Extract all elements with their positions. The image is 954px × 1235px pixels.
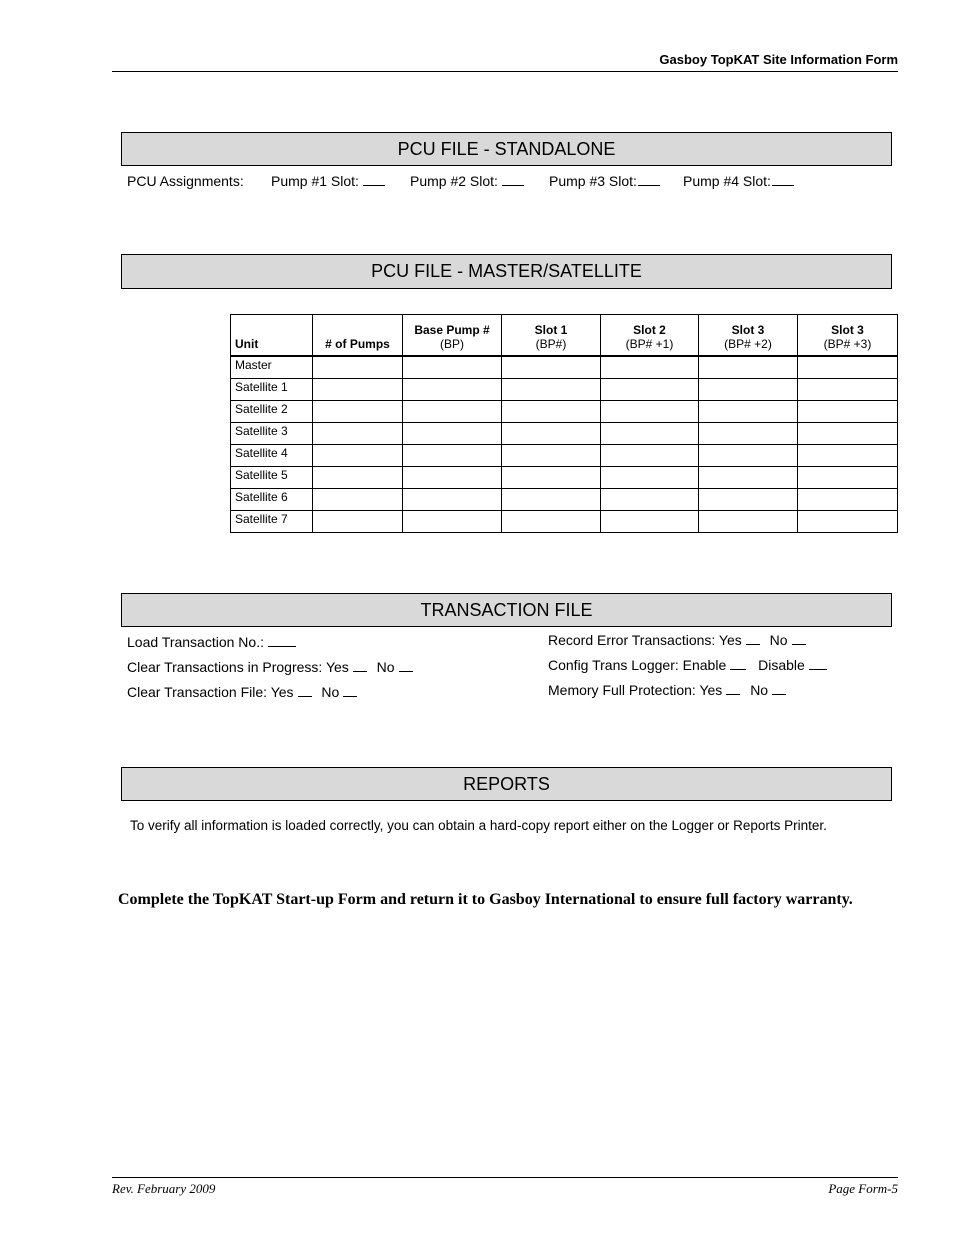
cell-slot-3[interactable] (699, 488, 798, 510)
table-row (231, 444, 898, 466)
cell-slot-1[interactable] (502, 466, 601, 488)
cell-slot-2[interactable] (601, 422, 699, 444)
table-row (231, 510, 898, 532)
pump1-slot-blank[interactable] (363, 174, 385, 186)
cell-slot-4[interactable] (798, 488, 898, 510)
pump3-slot-blank[interactable] (638, 174, 660, 186)
cell-slot-3[interactable] (699, 378, 798, 400)
record-error-label: Record Error Transactions: Yes (548, 632, 742, 648)
cell-slot-1[interactable] (502, 378, 601, 400)
pcu-assignments-label: PCU Assignments: (127, 173, 244, 189)
cell-slot-1[interactable] (502, 356, 601, 378)
config-logger-disable-blank[interactable] (809, 658, 827, 670)
section-heading-standalone: PCU FILE - STANDALONE (121, 132, 892, 166)
pump4-slot-field[interactable] (683, 173, 794, 189)
cell-slot-2[interactable] (601, 510, 699, 532)
cell-slot-2[interactable] (601, 466, 699, 488)
pump3-slot-label: Pump #3 Slot: (549, 173, 637, 189)
row-unit-label: Satellite 7 (231, 510, 313, 532)
load-transaction-field[interactable] (127, 634, 296, 650)
cell-num-pumps[interactable] (313, 444, 403, 466)
cell-slot-4[interactable] (798, 422, 898, 444)
cell-slot-3[interactable] (699, 422, 798, 444)
section-heading-reports: REPORTS (121, 767, 892, 801)
cell-slot-4[interactable] (798, 510, 898, 532)
clear-file-no-label: No (321, 684, 340, 700)
cell-slot-2[interactable] (601, 378, 699, 400)
section-heading-transaction: TRANSACTION FILE (121, 593, 892, 627)
column-header-slot-1 (502, 315, 601, 357)
cell-slot-3[interactable] (699, 510, 798, 532)
column-header-slot-4-sub: (BP# +3) (823, 337, 872, 351)
footer-page-number: Page Form-5 (828, 1181, 898, 1196)
header-divider (112, 71, 898, 72)
pump2-slot-blank[interactable] (502, 174, 524, 186)
cell-slot-4[interactable] (798, 356, 898, 378)
cell-slot-1[interactable] (502, 510, 601, 532)
master-satellite-table (230, 314, 898, 533)
footer-divider (112, 1177, 898, 1178)
cell-slot-4[interactable] (798, 400, 898, 422)
cell-slot-2[interactable] (601, 488, 699, 510)
row-unit-label: Master (231, 356, 313, 378)
memory-full-yes-blank[interactable] (726, 683, 740, 695)
table-row (231, 378, 898, 400)
load-transaction-blank[interactable] (268, 635, 296, 647)
column-header-unit: Unit (231, 315, 313, 357)
clear-in-progress-no-label: No (376, 659, 395, 675)
cell-slot-3[interactable] (699, 444, 798, 466)
row-unit-label: Satellite 6 (231, 488, 313, 510)
cell-slot-4[interactable] (798, 466, 898, 488)
cell-base-pump[interactable] (403, 422, 502, 444)
cell-base-pump[interactable] (403, 444, 502, 466)
page-header-title: Gasboy TopKAT Site Information Form (659, 52, 898, 67)
cell-num-pumps[interactable] (313, 400, 403, 422)
warranty-statement: Complete the TopKAT Start-up Form and return it to Gasboy International to ensure full factory warranty. (118, 891, 853, 908)
cell-slot-3[interactable] (699, 466, 798, 488)
table-row (231, 356, 898, 378)
clear-file-no-blank[interactable] (343, 685, 357, 697)
memory-full-no-blank[interactable] (772, 683, 786, 695)
reports-description: To verify all information is loaded correctly, you can obtain a hard-copy report either on the Logger or Reports Printer. (130, 818, 827, 833)
column-header-slot-3-main: Slot 3 (731, 323, 765, 337)
cell-base-pump[interactable] (403, 378, 502, 400)
pump2-slot-field[interactable] (410, 173, 524, 189)
cell-slot-4[interactable] (798, 444, 898, 466)
config-logger-enable-blank[interactable] (730, 658, 746, 670)
column-header-base-pump (403, 315, 502, 357)
row-unit-label: Satellite 5 (231, 466, 313, 488)
column-header-slot-1-main: Slot 1 (534, 323, 568, 337)
clear-in-progress-field[interactable] (127, 659, 413, 675)
table-row (231, 422, 898, 444)
column-header-slot-4 (798, 315, 898, 357)
clear-file-field[interactable] (127, 684, 357, 700)
row-unit-label: Satellite 4 (231, 444, 313, 466)
cell-num-pumps[interactable] (313, 510, 403, 532)
record-error-no-blank[interactable] (792, 633, 806, 645)
cell-base-pump[interactable] (403, 356, 502, 378)
table-row (231, 400, 898, 422)
cell-slot-1[interactable] (502, 422, 601, 444)
pump3-slot-field[interactable] (549, 173, 660, 189)
clear-in-progress-yes-blank[interactable] (353, 660, 367, 672)
cell-num-pumps[interactable] (313, 422, 403, 444)
record-error-no-label: No (769, 632, 788, 648)
config-logger-field[interactable] (548, 657, 827, 673)
record-error-yes-blank[interactable] (746, 633, 760, 645)
row-unit-label: Satellite 3 (231, 422, 313, 444)
column-header-slot-2-main: Slot 2 (633, 323, 666, 337)
column-header-slot-4-main: Slot 3 (831, 323, 864, 337)
config-logger-label: Config Trans Logger: Enable (548, 657, 727, 673)
table-row (231, 488, 898, 510)
cell-slot-2[interactable] (601, 400, 699, 422)
footer-revision: Rev. February 2009 (112, 1181, 216, 1196)
config-logger-disable-label: Disable (758, 657, 805, 673)
cell-num-pumps[interactable] (313, 356, 403, 378)
cell-base-pump[interactable] (403, 400, 502, 422)
clear-file-yes-blank[interactable] (298, 685, 312, 697)
column-header-slot-1-sub: (BP#) (535, 337, 567, 351)
row-unit-label: Satellite 1 (231, 378, 313, 400)
cell-slot-4[interactable] (798, 378, 898, 400)
clear-in-progress-no-blank[interactable] (399, 660, 413, 672)
record-error-field[interactable] (548, 632, 806, 648)
load-transaction-label: Load Transaction No.: (127, 634, 264, 650)
column-header-slot-3-sub: (BP# +2) (724, 337, 772, 351)
table-header-row (231, 315, 898, 357)
pump1-slot-field[interactable] (271, 173, 385, 189)
column-header-base-pump-sub: (BP) (440, 337, 464, 351)
column-header-num-pumps: # of Pumps (313, 315, 403, 357)
pump1-slot-label: Pump #1 Slot: (271, 173, 359, 189)
cell-num-pumps[interactable] (313, 466, 403, 488)
memory-full-field[interactable] (548, 682, 786, 698)
cell-num-pumps[interactable] (313, 378, 403, 400)
row-unit-label: Satellite 2 (231, 400, 313, 422)
clear-in-progress-label: Clear Transactions in Progress: Yes (127, 659, 349, 675)
pump2-slot-label: Pump #2 Slot: (410, 173, 498, 189)
cell-num-pumps[interactable] (313, 488, 403, 510)
column-header-slot-2-sub: (BP# +1) (625, 337, 674, 351)
cell-slot-3[interactable] (699, 356, 798, 378)
section-heading-master-satellite: PCU FILE - MASTER/SATELLITE (121, 254, 892, 289)
cell-slot-2[interactable] (601, 444, 699, 466)
cell-slot-1[interactable] (502, 488, 601, 510)
pump4-slot-label: Pump #4 Slot: (683, 173, 771, 189)
memory-full-no-label: No (750, 682, 769, 698)
cell-base-pump[interactable] (403, 488, 502, 510)
memory-full-label: Memory Full Protection: Yes (548, 682, 723, 698)
cell-base-pump[interactable] (403, 466, 502, 488)
cell-slot-3[interactable] (699, 400, 798, 422)
clear-file-label: Clear Transaction File: Yes (127, 684, 294, 700)
pump4-slot-blank[interactable] (772, 174, 794, 186)
column-header-slot-3 (699, 315, 798, 357)
cell-slot-2[interactable] (601, 356, 699, 378)
cell-slot-1[interactable] (502, 400, 601, 422)
cell-slot-1[interactable] (502, 444, 601, 466)
table-row (231, 466, 898, 488)
cell-base-pump[interactable] (403, 510, 502, 532)
column-header-slot-2 (601, 315, 699, 357)
column-header-base-pump-main: Base Pump # (414, 323, 490, 337)
